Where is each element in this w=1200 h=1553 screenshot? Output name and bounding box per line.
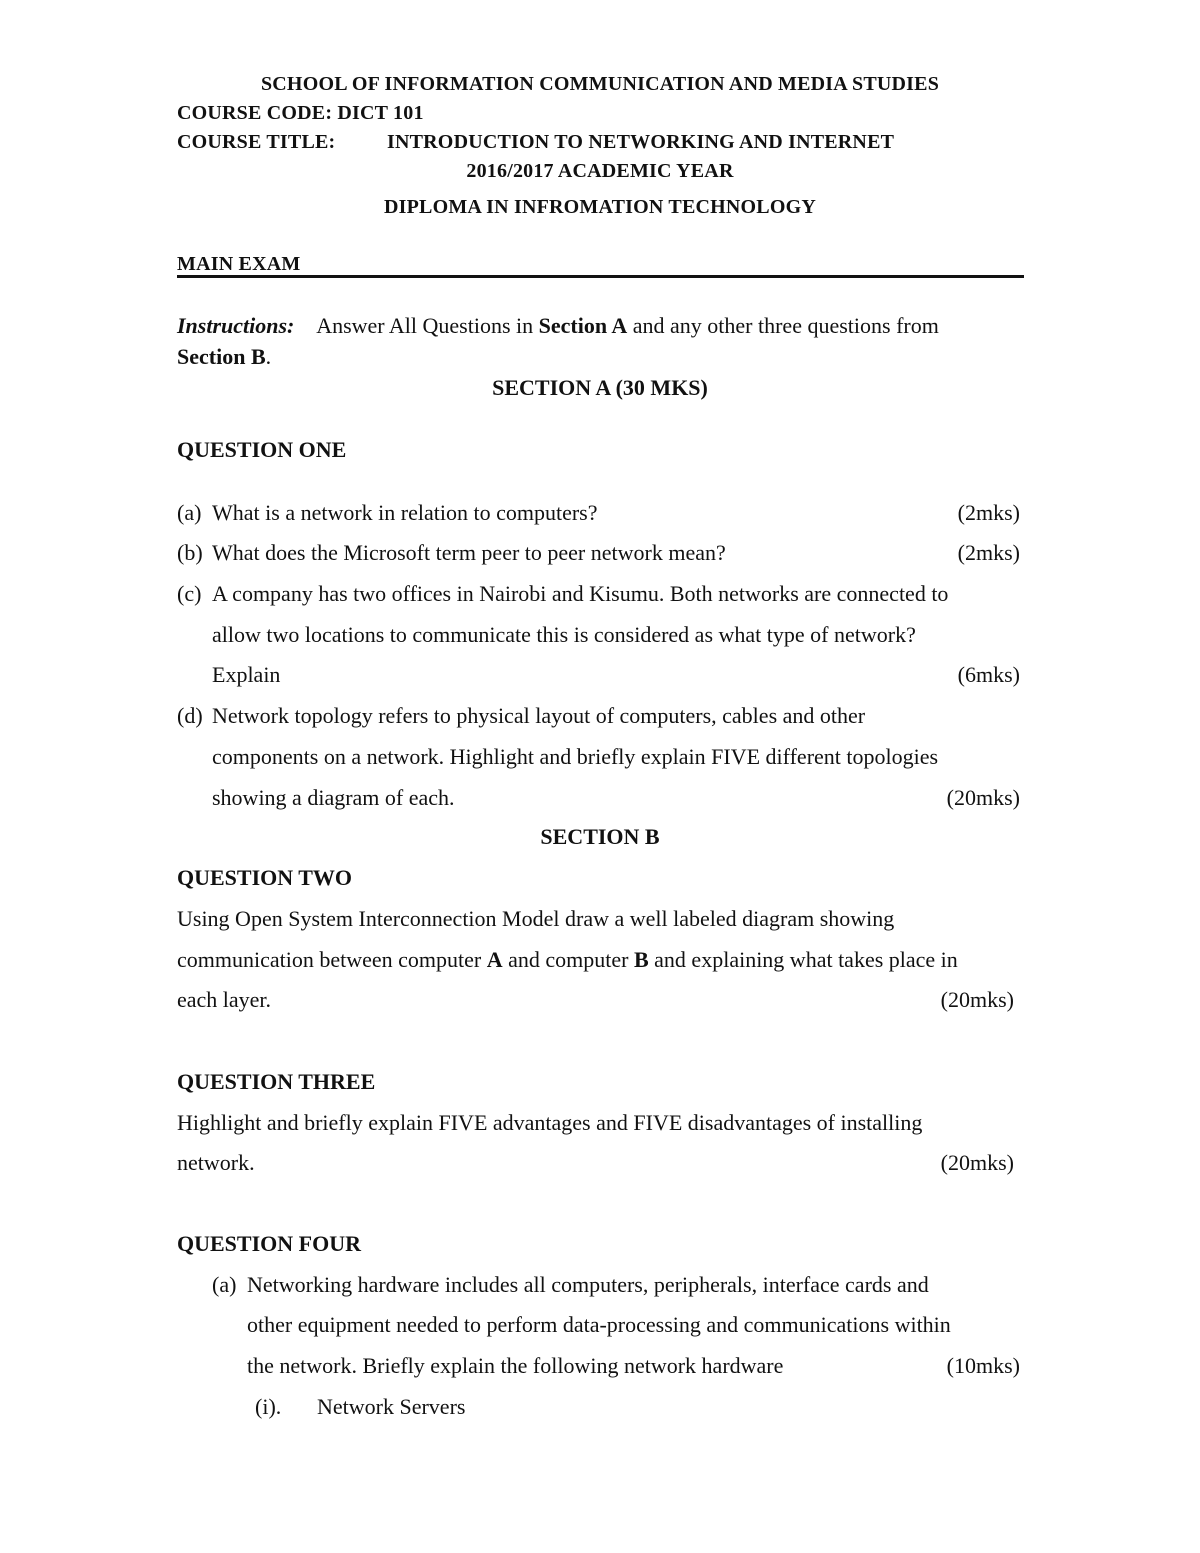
q1-d-line-1: Network topology refers to physical layout of computers, cables and other — [212, 703, 866, 728]
q3-line-2: network. — [177, 1150, 255, 1175]
instructions-label: Instructions: — [177, 313, 295, 338]
instructions-text-2: and any other three questions from — [632, 313, 939, 338]
q2-line-2: communication between computer A and computer B and explaining what takes place in — [177, 947, 958, 972]
section-a-title: SECTION A (30 MKS) — [492, 375, 708, 400]
course-title-label: COURSE TITLE: — [177, 131, 336, 153]
question-two-title: QUESTION TWO — [177, 865, 353, 890]
q1-d-marker: (d) — [177, 703, 203, 728]
instructions-section-b: Section B — [177, 344, 266, 369]
q1-c-marks: (6mks) — [957, 662, 1020, 687]
q1-a-marker: (a) — [177, 500, 202, 525]
q4-a-line-1: Networking hardware includes all computers, peripherals, interface cards and — [247, 1272, 929, 1297]
header-divider — [177, 275, 1024, 278]
computer-a-label: A — [486, 947, 503, 972]
school-name: SCHOOL OF INFORMATION COMMUNICATION AND MEDIA STUDIES — [260, 73, 940, 95]
q4-a-line-2: other equipment needed to perform data-processing and communications within — [247, 1312, 951, 1337]
question-three-title: QUESTION THREE — [177, 1069, 376, 1094]
q1-d-line-3: showing a diagram of each. — [212, 785, 455, 810]
q1-c-line-1: A company has two offices in Nairobi and Kisumu. Both networks are connected to — [212, 581, 949, 606]
q2-line-3: each layer. — [177, 987, 272, 1012]
academic-year: 2016/2017 ACADEMIC YEAR — [466, 160, 734, 182]
computer-b-label: B — [633, 947, 649, 972]
q1-c-line-3: Explain — [212, 662, 281, 687]
q4-i-marker: (i). — [255, 1394, 282, 1419]
section-b-title: SECTION B — [540, 824, 660, 849]
q1-a-text: What is a network in relation to computers? — [212, 500, 598, 525]
q1-a-marks: (2mks) — [957, 500, 1020, 525]
instructions — [177, 315, 939, 337]
q3-line-1: Highlight and briefly explain FIVE advantages and FIVE disadvantages of installing — [177, 1110, 923, 1135]
course-title-value: INTRODUCTION TO NETWORKING AND INTERNET — [387, 131, 895, 153]
course-code: COURSE CODE: DICT 101 — [177, 102, 424, 124]
question-four-title: QUESTION FOUR — [177, 1231, 361, 1256]
q4-a-marks: (10mks) — [946, 1353, 1020, 1378]
q1-c-marker: (c) — [177, 581, 202, 606]
q4-a-marker: (a) — [212, 1272, 237, 1297]
exam-type: MAIN EXAM — [177, 253, 301, 275]
program-name: DIPLOMA IN INFROMATION TECHNOLOGY — [383, 196, 816, 218]
q3-marks: (20mks) — [940, 1150, 1014, 1175]
q1-d-line-2: components on a network. Highlight and briefly explain FIVE different topologies — [212, 744, 939, 769]
instructions-text-1: Answer All Questions in — [316, 313, 534, 338]
instructions-section-a: Section A — [538, 313, 628, 338]
q4-i-text: Network Servers — [317, 1394, 466, 1419]
instructions-line-2: Section B. — [177, 344, 272, 369]
q1-b-text: What does the Microsoft term peer to peer network mean? — [212, 540, 726, 565]
q1-c-line-2: allow two locations to communicate this is considered as what type of network? — [212, 622, 916, 647]
q1-d-marks: (20mks) — [946, 785, 1020, 810]
q4-a-line-3: the network. Briefly explain the following network hardware — [247, 1353, 784, 1378]
q1-b-marker: (b) — [177, 540, 203, 565]
q2-line-1: Using Open System Interconnection Model draw a well labeled diagram showing — [177, 906, 895, 931]
question-one-title: QUESTION ONE — [177, 437, 347, 462]
q1-b-marks: (2mks) — [957, 540, 1020, 565]
q2-marks: (20mks) — [940, 987, 1014, 1012]
